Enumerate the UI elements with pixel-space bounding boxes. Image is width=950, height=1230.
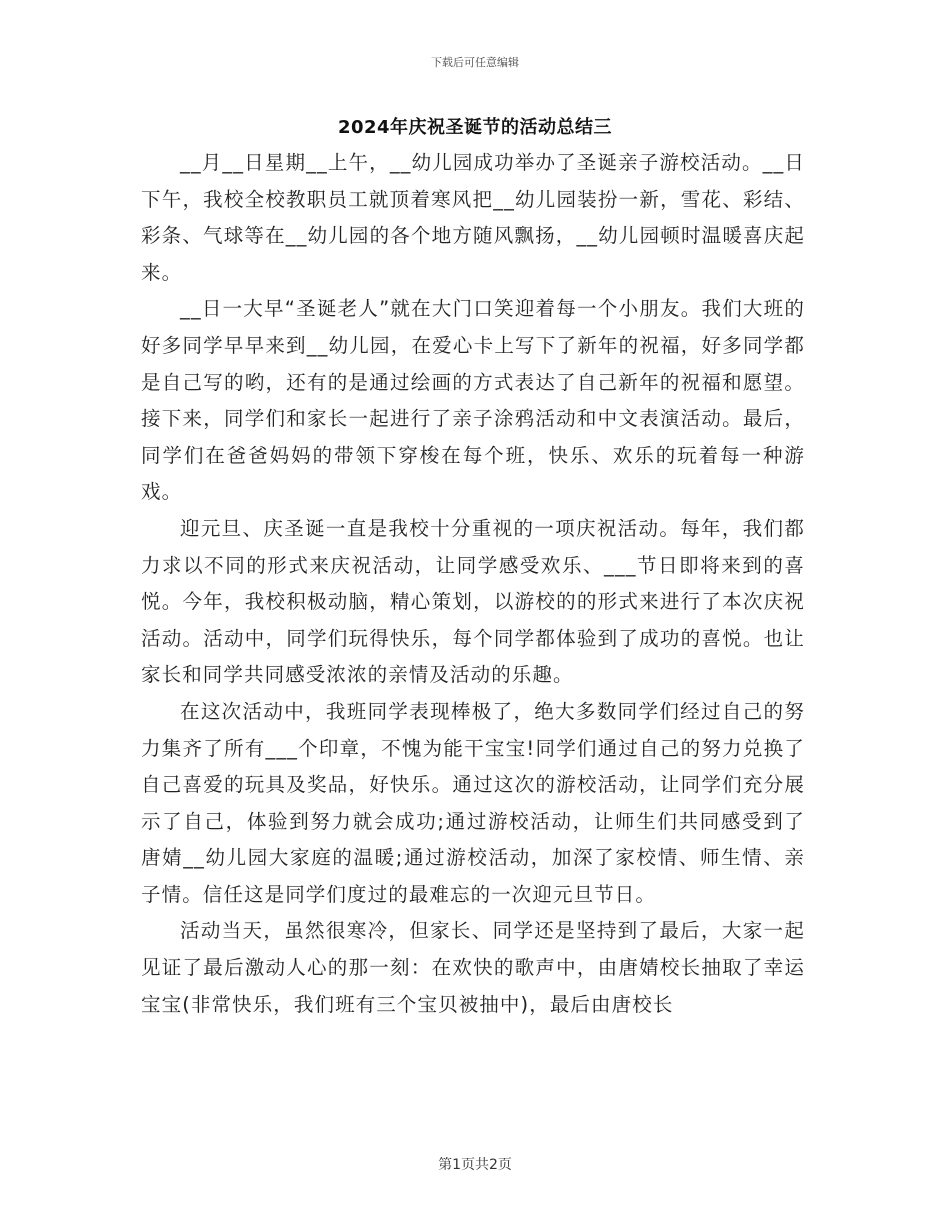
paragraph-1: __月__日星期__上午，__幼儿园成功举办了圣诞亲子游校活动。__日下午，我校全校教职员工就顶着寒风把__幼儿园装扮一新，雪花、彩结、彩条、气球等在__幼儿园的各个地方随风飘扬，__幼儿园顿时温暖喜庆起来。 (141, 151, 806, 284)
paragraph-2: __日一大早“圣诞老人”就在大门口笑迎着每一个小朋友。我们大班的好多同学早早来到__幼儿园，在爱心卡上写下了新年的祝福，好多同学都是自己写的哟，还有的是通过绘画的方式表达了自己新年的祝福和愿望。接下来，同学们和家长一起进行了亲子涂鸦活动和中文表演活动。最后，同学们在爸爸妈妈的带领下穿梭在每个班，快乐、欢乐的玩着每一种游戏。 (141, 297, 805, 504)
page-indicator: 第1页共2页 (438, 1157, 512, 1173)
paragraph-4: 在这次活动中，我班同学表现棒极了，绝大多数同学们经过自己的努力集齐了所有___个印章，不愧为能干宝宝!同学们通过自己的努力兑换了自己喜爱的玩具及奖品，好快乐。通过这次的游校活动，让同学们充分展示了自己，体验到努力就会成功;通过游校活动，让师生们共同感受到了唐婧__幼儿园大家庭的温暖;通过游校活动，加深了家校情、师生情、亲子情。信任这是同学们度过的最难忘的一次迎元旦节日。 (141, 699, 805, 906)
document-body (141, 145, 805, 1023)
document-title: 2024年庆祝圣诞节的活动总结三 (337, 117, 613, 138)
paragraph-3: 迎元旦、庆圣诞一直是我校十分重视的一项庆祝活动。每年，我们都力求以不同的形式来庆祝活动，让同学感受欢乐、___节日即将来到的喜悦。今年，我校积极动脑，精心策划，以游校的的形式来进行了本次庆祝活动。活动中，同学们玩得快乐，每个同学都体验到了成功的喜悦。也让家长和同学共同感受浓浓的亲情及活动的乐趣。 (141, 516, 805, 687)
header-note: 下载后可任意编辑 (431, 56, 519, 69)
paragraph-5: 活动当天，虽然很寒冷，但家长、同学还是坚持到了最后，大家一起见证了最后激动人心的那一刻：在欢快的歌声中，由唐婧校长抽取了幸运宝宝(非常快乐，我们班有三个宝贝被抽中)，最后由唐校长 (141, 919, 805, 1016)
